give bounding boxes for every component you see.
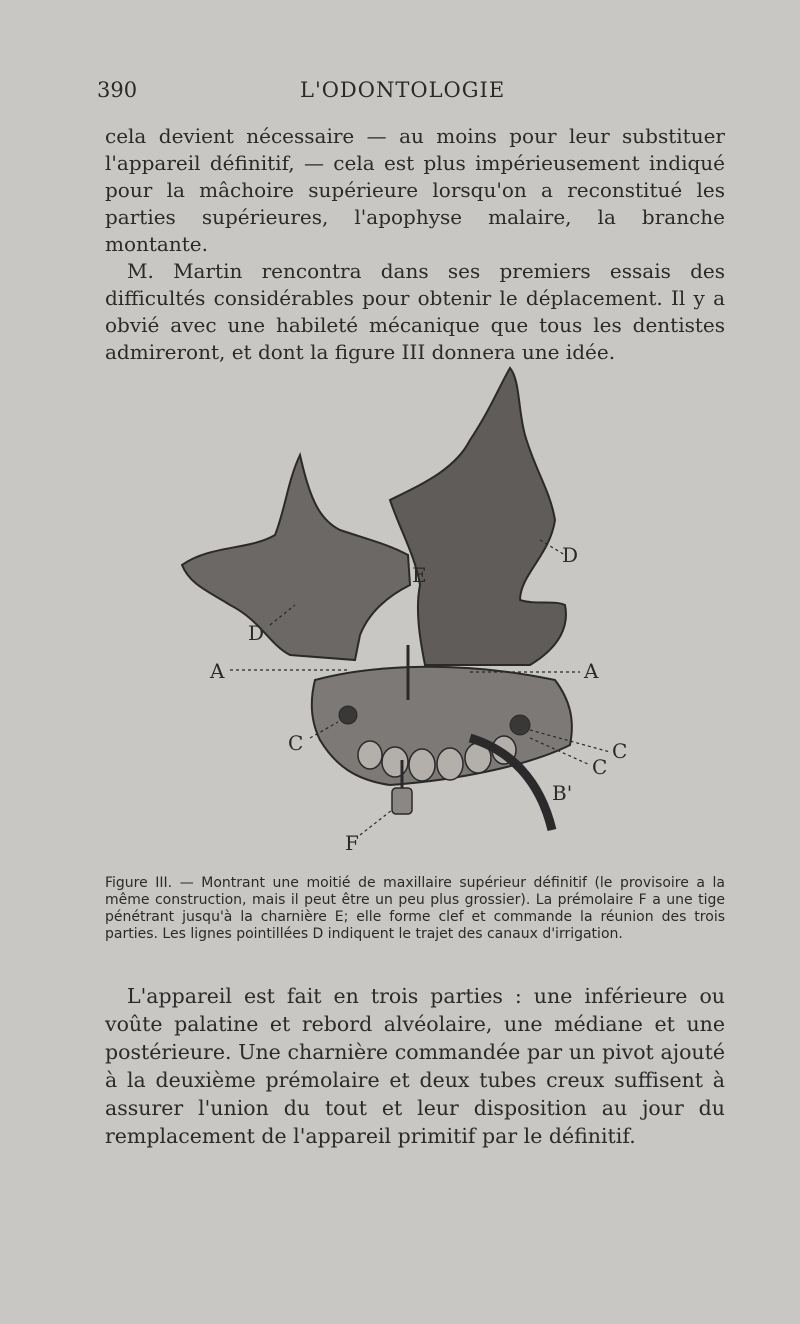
- premolar-f: [392, 788, 412, 814]
- label-a-right: A: [584, 659, 599, 683]
- maxilla-engraving: [170, 360, 640, 865]
- right-maxilla-part: [390, 368, 566, 665]
- label-c-right-2: C: [592, 755, 608, 779]
- label-a-left: A: [210, 659, 225, 683]
- caption-text: Montrant une moitié de maxillaire supérieur définitif (le provisoire a la même construction, mais il peut être un peu plus grossier). La prémolaire F a une tige pénétrant jusqu'à la charnière E; elle forme clef et commande la réunion des trois parties. Les lignes pointillées D indiquent le trajet des canaux d'irrigation.: [105, 875, 726, 942]
- body-text-top: [105, 123, 725, 366]
- caption-lead: Figure III. —: [105, 875, 194, 891]
- label-b: B': [552, 781, 573, 805]
- label-c-right-1: C: [612, 739, 628, 763]
- paragraph-2: M. Martin rencontra dans ses premiers essais des difficultés considérables pour obtenir le déplacement. Il y a obvié avec une habileté mécanique que tous les dentistes admireront, et dont la figure III donnera une idée.: [105, 259, 725, 364]
- tube-opening-left: [339, 706, 357, 724]
- page-number: 390: [97, 78, 138, 102]
- paragraph-3: L'appareil est fait en trois parties : une inférieure ou voûte palatine et rebord alvéolaire, une médiane et une postérieure. Une charnière commandée par un pivot ajouté à la deuxième prémolaire et deux tubes creux suffisent à assurer l'union du tout et leur disposition au jour du remplacement de l'appareil primitif par le définitif.: [105, 984, 725, 1148]
- figure-caption: [105, 875, 725, 943]
- label-c-left: C: [288, 731, 304, 755]
- left-maxilla-part: [182, 455, 410, 660]
- label-e: E: [412, 563, 427, 587]
- paragraph-1: cela devient nécessaire — au moins pour leur substituer l'appareil définitif, — cela est plus impérieusement indiqué pour la mâchoire supérieure lorsqu'on a reconstitué les parties supérieures, l'apophyse malaire, la branche montante.: [105, 124, 725, 256]
- label-f: F: [345, 831, 359, 855]
- label-d-right: D: [562, 543, 579, 567]
- body-text-bottom: [105, 982, 725, 1150]
- journal-title: L'ODONTOLOGIE: [300, 78, 506, 102]
- running-head: [0, 78, 800, 108]
- figure-iii-illustration: [170, 360, 640, 865]
- tube-opening-right: [510, 715, 530, 735]
- label-d-left: D: [248, 621, 265, 645]
